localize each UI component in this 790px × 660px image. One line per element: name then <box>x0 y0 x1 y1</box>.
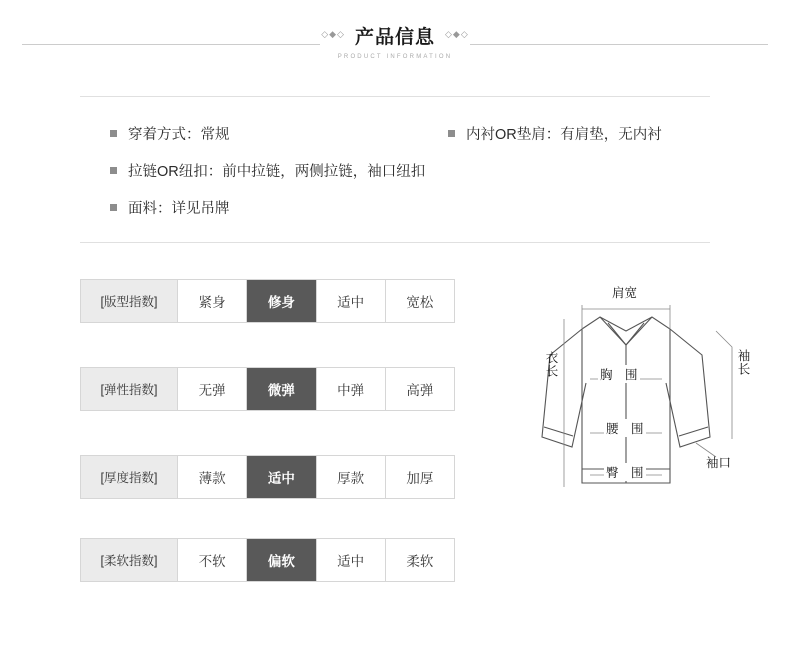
lower-section <box>0 269 790 599</box>
index-option[interactable]: 无弹 <box>178 368 247 410</box>
spec-list <box>80 96 710 243</box>
index-table-softness <box>80 538 455 582</box>
square-bullet-icon <box>110 130 117 137</box>
spec-row <box>80 115 710 152</box>
spec-row <box>80 152 710 189</box>
title-row <box>0 22 790 49</box>
diamond-ornament-left: ◇◆◇ <box>321 29 345 39</box>
label-body-length: 衣长 <box>544 351 558 378</box>
index-option[interactable]: 适中 <box>317 539 386 581</box>
index-option-selected[interactable]: 微弹 <box>247 368 316 410</box>
index-table-elasticity <box>80 367 455 411</box>
square-bullet-icon <box>110 204 117 211</box>
index-option[interactable]: 紧身 <box>178 280 247 322</box>
index-option[interactable]: 薄款 <box>178 456 247 498</box>
spec-text: 面料：详见吊牌 <box>128 201 230 217</box>
garment-measurement-diagram <box>520 287 760 517</box>
index-label: [厚度指数] <box>81 456 178 498</box>
spec-item <box>440 123 710 144</box>
square-bullet-icon <box>448 130 455 137</box>
index-option[interactable]: 适中 <box>317 280 386 322</box>
index-option[interactable]: 中弹 <box>317 368 386 410</box>
spec-text: 拉链OR纽扣：前中拉链，两侧拉链，袖口纽扣 <box>128 164 426 180</box>
index-table-fit <box>80 279 455 323</box>
spec-text: 内衬OR垫肩：有肩垫，无内衬 <box>466 127 662 143</box>
index-option[interactable]: 柔软 <box>386 539 454 581</box>
page-subtitle: PRODUCT INFORMATION <box>337 54 453 60</box>
index-table-thickness <box>80 455 455 499</box>
index-option[interactable]: 宽松 <box>386 280 454 322</box>
index-option[interactable]: 不软 <box>178 539 247 581</box>
spec-text: 穿着方式：常规 <box>128 127 230 143</box>
label-sleeve-length: 袖长 <box>736 349 750 376</box>
index-option-selected[interactable]: 偏软 <box>247 539 316 581</box>
index-label: [柔软指数] <box>81 539 178 581</box>
header-center <box>0 22 790 60</box>
page-title: 产品信息 <box>354 27 435 48</box>
label-cuff: 袖口 <box>706 456 732 470</box>
label-shoulder-width: 肩宽 <box>612 286 638 300</box>
label-waist: 腰 围 <box>604 419 646 437</box>
spec-item <box>80 160 425 181</box>
page-header <box>0 0 790 86</box>
index-option-selected[interactable]: 适中 <box>247 456 316 498</box>
index-option[interactable]: 加厚 <box>386 456 454 498</box>
spec-item <box>80 123 440 144</box>
label-hip: 臀 围 <box>604 463 646 481</box>
diamond-ornament-right: ◇◆◇ <box>445 29 469 39</box>
index-option[interactable]: 厚款 <box>317 456 386 498</box>
label-chest: 胸 围 <box>598 365 640 383</box>
index-label: [弹性指数] <box>81 368 178 410</box>
index-option-selected[interactable]: 修身 <box>247 280 316 322</box>
spec-item <box>80 197 230 218</box>
square-bullet-icon <box>110 167 117 174</box>
garment-outline-icon <box>520 287 760 517</box>
spec-row <box>80 189 710 226</box>
index-option[interactable]: 高弹 <box>386 368 454 410</box>
index-label: [版型指数] <box>81 280 178 322</box>
